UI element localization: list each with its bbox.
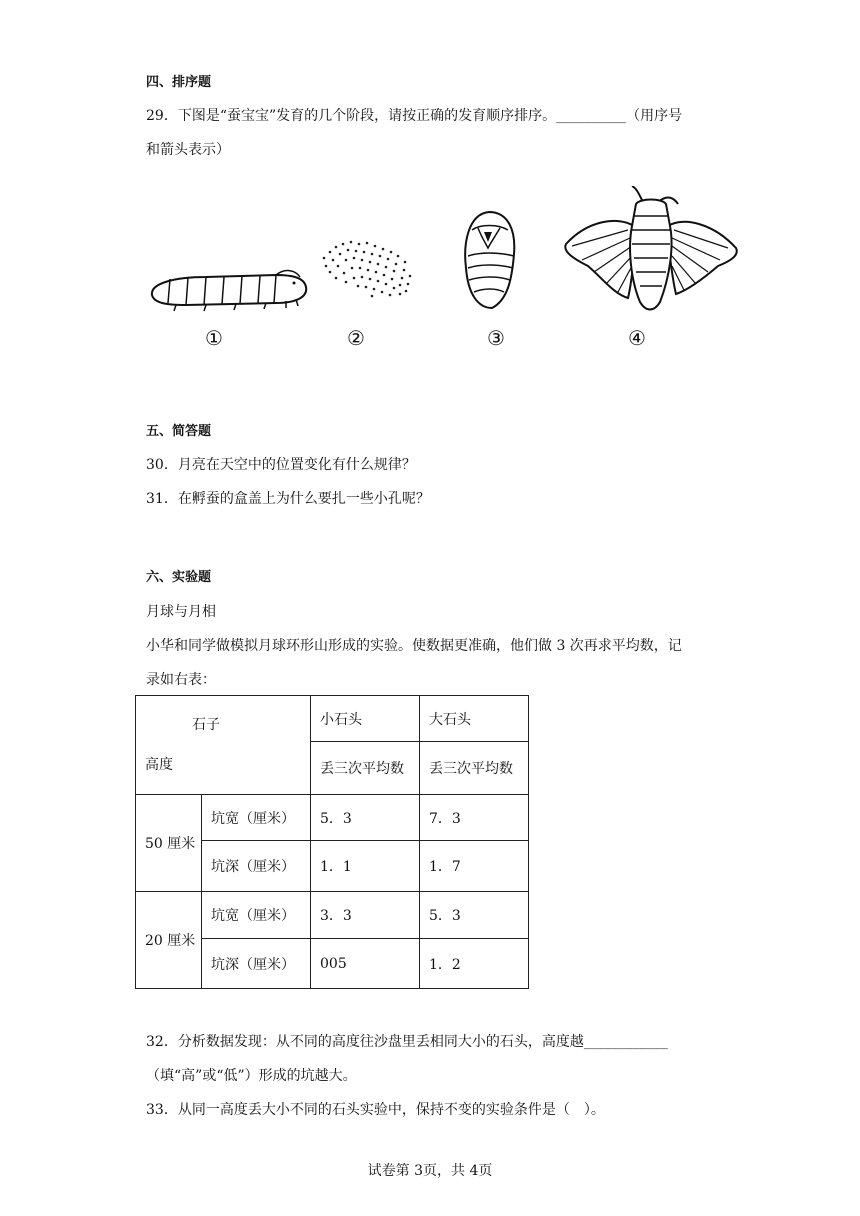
figure-label-1: ① <box>205 326 223 350</box>
experiment-data-table <box>135 695 529 989</box>
experiment-subtitle: 月球与月相 <box>146 604 216 620</box>
section-heading-experiment: 六、实验题 <box>146 570 212 585</box>
section-heading-sorting: 四、排序题 <box>146 75 212 90</box>
experiment-intro-line2: 录如右表： <box>146 672 216 688</box>
table-value-cell: 1．2 <box>420 939 529 989</box>
page-footer: 试卷第 3页，共 4页 <box>367 1163 493 1179</box>
table-group-20cm: 20 厘米 <box>136 892 202 989</box>
silkworm-moth-figure <box>558 186 744 314</box>
question-29-line1: 29．下图是“蚕宝宝”发育的几个阶段，请按正确的发育顺序排序。__________（用序号 <box>146 108 683 124</box>
silkworm-larva-figure <box>146 265 312 315</box>
experiment-intro-line1: 小华和同学做模拟月球环形山形成的实验。使数据更准确，他们做 3 次再求平均数，记 <box>146 638 682 654</box>
table-measure-cell: 坑深（厘米） <box>202 841 311 892</box>
table-corner-cell <box>136 696 311 795</box>
figure-label-4: ④ <box>628 326 646 350</box>
question-31: 31．在孵蚕的盒盖上为什么要扎一些小孔呢？ <box>146 491 430 507</box>
table-value-cell: 3．3 <box>311 892 420 939</box>
table-header-small-stone: 小石头 <box>311 696 420 742</box>
table-value-cell: 1．1 <box>311 841 420 892</box>
table-measure-cell: 坑深（厘米） <box>202 939 311 989</box>
silkworm-pupa-figure <box>458 208 520 312</box>
figure-label-2: ② <box>347 326 365 350</box>
silkworm-eggs-figure <box>318 238 414 300</box>
table-value-cell: 5．3 <box>311 795 420 841</box>
question-32-line2: （填“高”或“低”）形成的坑越大。 <box>146 1068 357 1084</box>
table-value-cell: 005 <box>311 939 420 989</box>
table-corner-label-height: 高度 <box>145 757 173 773</box>
table-value-cell: 1．7 <box>420 841 529 892</box>
table-value-cell: 5．3 <box>420 892 529 939</box>
table-subheader-small: 丢三次平均数 <box>311 742 420 795</box>
table-row <box>136 892 529 939</box>
question-29-line2: 和箭头表示） <box>146 142 230 158</box>
table-subheader-large: 丢三次平均数 <box>420 742 529 795</box>
table-header-large-stone: 大石头 <box>420 696 529 742</box>
question-32-line1: 32．分析数据发现：从不同的高度往沙盘里丢相同大小的石头，高度越____________ <box>146 1034 668 1050</box>
table-group-50cm: 50 厘米 <box>136 795 202 892</box>
section-heading-short-answer: 五、简答题 <box>146 424 212 439</box>
question-33: 33．从同一高度丢大小不同的石头实验中，保持不变的实验条件是（ ）。 <box>146 1102 605 1118</box>
table-row <box>136 795 529 841</box>
table-corner-label-stone: 石子 <box>192 717 220 733</box>
table-value-cell: 7．3 <box>420 795 529 841</box>
table-measure-cell: 坑宽（厘米） <box>202 892 311 939</box>
table-measure-cell: 坑宽（厘米） <box>202 795 311 841</box>
question-30: 30．月亮在天空中的位置变化有什么规律？ <box>146 457 416 473</box>
figure-label-3: ③ <box>487 326 505 350</box>
